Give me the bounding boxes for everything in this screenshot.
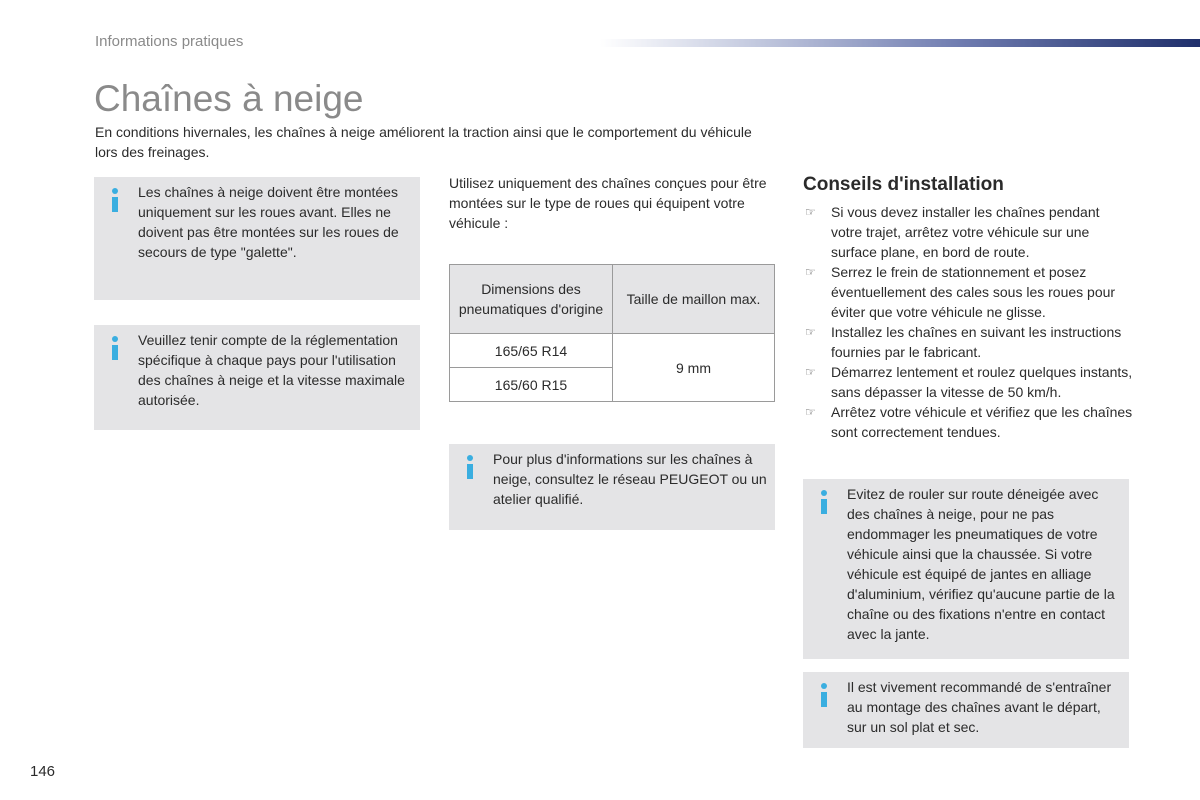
table-header-row	[450, 265, 775, 334]
table-cell-tire: 165/60 R15	[450, 368, 613, 402]
tire-dimensions-table	[449, 264, 775, 402]
info-box-text: Pour plus d'informations sur les chaînes à neige, consultez le réseau PEUGEOT ou un atelier qualifié.	[493, 451, 767, 507]
pointing-hand-icon: ☞	[805, 205, 816, 219]
list-item	[803, 322, 1133, 362]
info-box-text: Il est vivement recommandé de s'entraîner au montage des chaînes avant le départ, sur un sol plat et sec.	[847, 679, 1112, 735]
step-text: Si vous devez installer les chaînes pendant votre trajet, arrêtez votre véhicule sur une surface plane, en bord de route.	[831, 204, 1100, 260]
info-icon	[463, 454, 477, 480]
info-box-regulation	[94, 325, 420, 430]
chains-usage-text: Utilisez uniquement des chaînes conçues pour être montées sur le type de roues qui équipent votre véhicule :	[449, 175, 767, 231]
page-number: 146	[30, 763, 56, 780]
info-icon	[817, 489, 831, 515]
info-box-front-wheels	[94, 177, 420, 300]
table-header-link-size: Taille de maillon max.	[613, 265, 775, 334]
installation-heading: Conseils d'installation	[803, 174, 1004, 195]
intro-paragraph: En conditions hivernales, les chaînes à neige améliorent la traction ainsi que le comportement du véhicule lors des freinages.	[95, 124, 752, 160]
step-text: Serrez le frein de stationnement et posez éventuellement des cales sous les roues pour éviter que votre véhicule ne glisse.	[831, 264, 1116, 320]
table-cell-link-size: 9 mm	[613, 334, 775, 402]
table-header-dimensions: Dimensions des pneumatiques d'origine	[450, 265, 613, 334]
pointing-hand-icon: ☞	[805, 365, 816, 379]
table-cell-tire: 165/65 R14	[450, 334, 613, 368]
info-box-text: Veuillez tenir compte de la réglementation spécifique à chaque pays pour l'utilisation des chaînes à neige et la vitesse maximale autorisée.	[138, 332, 405, 408]
list-item	[803, 402, 1133, 442]
pointing-hand-icon: ☞	[805, 265, 816, 279]
header-gradient-bar	[600, 39, 1200, 47]
step-text: Démarrez lentement et roulez quelques instants, sans dépasser la vitesse de 50 km/h.	[831, 364, 1133, 400]
pointing-hand-icon: ☞	[805, 325, 816, 339]
list-item	[803, 362, 1133, 402]
info-icon	[108, 187, 122, 213]
info-icon	[817, 682, 831, 708]
info-box-text: Evitez de rouler sur route déneigée avec des chaînes à neige, pour ne pas endommager les pneumatiques de votre véhicule ainsi que la chaussée. Si votre véhicule est équipé de jantes en alliage d'aluminium, vérifiez qu'aucune partie de la chaîne ou des fixations n'entre en contact avec la jante.	[847, 486, 1115, 642]
step-text: Installez les chaînes en suivant les instructions fournies par le fabricant.	[831, 324, 1122, 360]
installation-steps-list	[803, 202, 1133, 442]
info-box-text: Les chaînes à neige doivent être montées uniquement sur les roues avant. Elles ne doivent pas être montées sur les roues de secours de type "galette".	[138, 184, 399, 260]
pointing-hand-icon: ☞	[805, 405, 816, 419]
table-row	[450, 334, 775, 368]
list-item	[803, 262, 1133, 322]
info-box-practice	[803, 672, 1129, 748]
step-text: Arrêtez votre véhicule et vérifiez que les chaînes sont correctement tendues.	[831, 404, 1133, 440]
list-item	[803, 202, 1133, 262]
page-title: Chaînes à neige	[94, 78, 364, 119]
header-section-label: Informations pratiques	[95, 33, 244, 50]
info-icon	[108, 335, 122, 361]
info-box-more-info	[449, 444, 775, 530]
info-box-cleared-road	[803, 479, 1129, 659]
